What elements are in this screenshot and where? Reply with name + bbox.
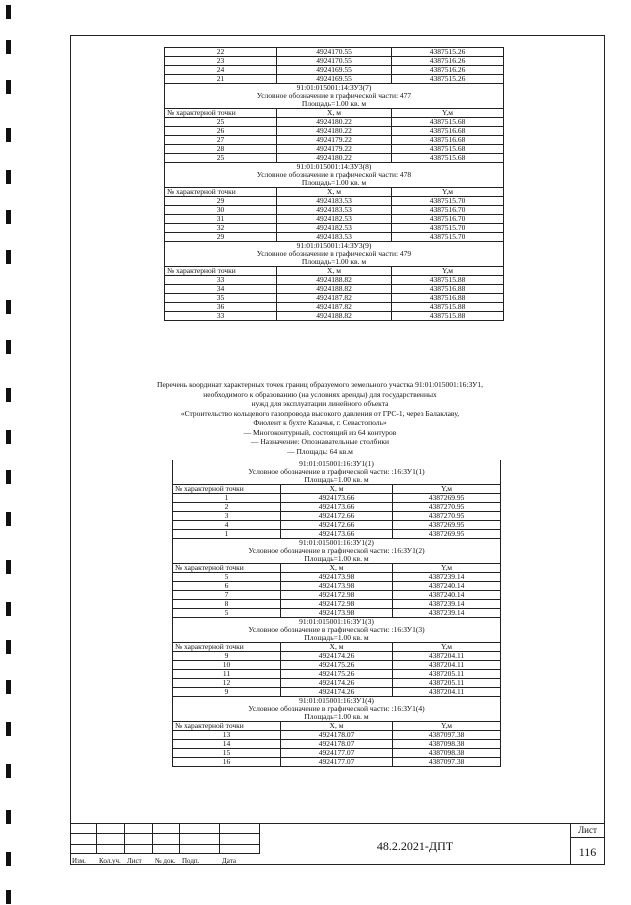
binding-mark bbox=[6, 640, 11, 654]
title-block bbox=[70, 823, 605, 865]
binding-mark bbox=[6, 250, 11, 264]
y-coordinate-cell: 4387269.95 bbox=[393, 530, 501, 539]
point-number-cell: 16 bbox=[173, 758, 281, 767]
stamp-cell bbox=[125, 823, 153, 834]
column-header-y: Y,м bbox=[392, 267, 504, 276]
point-number-cell: 7 bbox=[173, 591, 281, 600]
point-number-cell: 35 bbox=[165, 294, 277, 303]
x-coordinate-cell: 4924183.53 bbox=[277, 206, 392, 215]
point-number-cell: 14 bbox=[173, 740, 281, 749]
y-coordinate-cell: 4387516.88 bbox=[392, 285, 504, 294]
y-coordinate-cell: 4387516.68 bbox=[392, 127, 504, 136]
y-coordinate-cell: 4387516.70 bbox=[392, 206, 504, 215]
document-code: 48.2.2021-ДПТ bbox=[376, 839, 454, 853]
column-header-y: Y,м bbox=[393, 643, 501, 652]
table-row bbox=[165, 267, 504, 276]
y-coordinate-cell: 4387097.38 bbox=[393, 731, 501, 740]
point-number-cell: 15 bbox=[173, 749, 281, 758]
point-number-cell: 22 bbox=[165, 48, 277, 57]
x-coordinate-cell: 4924179.22 bbox=[277, 145, 392, 154]
y-coordinate-cell: 4387204.11 bbox=[393, 688, 501, 697]
table-row bbox=[165, 136, 504, 145]
point-number-cell: 5 bbox=[173, 573, 281, 582]
point-number-cell: 33 bbox=[165, 276, 277, 285]
table-row bbox=[165, 188, 504, 197]
intro-line: нужд для эксплуатации линейного объекта bbox=[251, 399, 389, 408]
table-row bbox=[165, 250, 504, 258]
section-symbol: Условное обозначение в графической части: :16:ЗУ1(4) bbox=[173, 705, 501, 713]
point-number-cell: 29 bbox=[165, 197, 277, 206]
point-number-cell: 1 bbox=[173, 530, 281, 539]
point-number-cell: 26 bbox=[165, 127, 277, 136]
table-row bbox=[165, 303, 504, 312]
column-header-x: X, м bbox=[277, 188, 392, 197]
table-row bbox=[173, 582, 501, 591]
section-area: Площадь=1.00 кв. м bbox=[165, 258, 504, 267]
table-row bbox=[173, 688, 501, 697]
stamp-cell bbox=[220, 823, 260, 834]
table-row bbox=[165, 48, 504, 57]
y-coordinate-cell: 4387270.95 bbox=[393, 503, 501, 512]
x-coordinate-cell: 4924175.26 bbox=[281, 670, 393, 679]
y-coordinate-cell: 4387515.68 bbox=[392, 118, 504, 127]
table-row bbox=[165, 57, 504, 66]
table-row bbox=[165, 197, 504, 206]
point-number-cell: 27 bbox=[165, 136, 277, 145]
section-id: 91:01:015001:16:ЗУ1(1) bbox=[173, 460, 501, 468]
y-coordinate-cell: 4387516.68 bbox=[392, 136, 504, 145]
section-area: Площадь=1.00 кв. м bbox=[165, 179, 504, 188]
y-coordinate-cell: 4387098.38 bbox=[393, 749, 501, 758]
section-area: Площадь=1.00 кв. м bbox=[165, 100, 504, 109]
binding-mark bbox=[6, 170, 11, 184]
y-coordinate-cell: 4387515.68 bbox=[392, 154, 504, 163]
x-coordinate-cell: 4924188.82 bbox=[277, 285, 392, 294]
binding-mark bbox=[6, 890, 11, 904]
x-coordinate-cell: 4924177.07 bbox=[281, 749, 393, 758]
x-coordinate-cell: 4924177.07 bbox=[281, 758, 393, 767]
y-coordinate-cell: 4387269.95 bbox=[393, 521, 501, 530]
table-row bbox=[165, 127, 504, 136]
column-header-x: X, м bbox=[281, 564, 393, 573]
y-coordinate-cell: 4387204.11 bbox=[393, 661, 501, 670]
column-header-y: Y,м bbox=[392, 188, 504, 197]
table-row bbox=[165, 171, 504, 179]
table-row bbox=[173, 705, 501, 713]
x-coordinate-cell: 4924188.82 bbox=[277, 312, 392, 321]
y-coordinate-cell: 4387516.26 bbox=[392, 66, 504, 75]
x-coordinate-cell: 4924187.82 bbox=[277, 294, 392, 303]
point-number-cell: 25 bbox=[165, 154, 277, 163]
table-row bbox=[165, 224, 504, 233]
x-coordinate-cell: 4924182.53 bbox=[277, 215, 392, 224]
table-row bbox=[165, 312, 504, 321]
stamp-cell bbox=[180, 823, 220, 834]
table-row bbox=[173, 670, 501, 679]
table-row bbox=[173, 503, 501, 512]
stamp-cell bbox=[153, 834, 180, 845]
parcel-intro bbox=[130, 380, 510, 456]
table-row bbox=[165, 258, 504, 267]
intro-line: необходимого к образованию (на условиях аренды) для государственных bbox=[203, 389, 437, 399]
point-number-cell: 3 bbox=[173, 512, 281, 521]
stamp-cell bbox=[97, 823, 125, 834]
section-symbol: Условное обозначение в графической части: 477 bbox=[165, 92, 504, 100]
stamp-cell bbox=[220, 845, 260, 854]
table-row bbox=[165, 206, 504, 215]
table-row bbox=[173, 643, 501, 652]
stamp-label: Подп. bbox=[182, 857, 200, 865]
binding-mark bbox=[6, 80, 11, 94]
point-number-cell: 31 bbox=[165, 215, 277, 224]
table-row bbox=[173, 547, 501, 555]
binding-mark bbox=[6, 560, 11, 574]
x-coordinate-cell: 4924174.26 bbox=[281, 652, 393, 661]
binding-mark bbox=[6, 852, 11, 866]
table-row bbox=[173, 573, 501, 582]
section-id: 91:01:015001:14:ЗУ3(8) bbox=[165, 163, 504, 172]
y-coordinate-cell: 4387515.88 bbox=[392, 276, 504, 285]
table-row bbox=[173, 626, 501, 634]
binding-mark bbox=[6, 430, 11, 444]
point-number-cell: 23 bbox=[165, 57, 277, 66]
point-number-cell: 6 bbox=[173, 582, 281, 591]
y-coordinate-cell: 4387515.88 bbox=[392, 312, 504, 321]
table-row bbox=[165, 242, 504, 251]
coordinates-table-upper bbox=[164, 47, 504, 321]
point-number-cell: 34 bbox=[165, 285, 277, 294]
stamp-cell bbox=[180, 834, 220, 845]
sheet-number: 116 bbox=[578, 845, 597, 859]
stamp-cell bbox=[220, 834, 260, 845]
table-row bbox=[173, 713, 501, 722]
section-area: Площадь=1.00 кв. м bbox=[173, 634, 501, 643]
intro-line: Фиолент к бухте Казачья, г. Севастополь» bbox=[253, 418, 387, 427]
section-id: 91:01:015001:16:ЗУ1(2) bbox=[173, 539, 501, 548]
x-coordinate-cell: 4924182.53 bbox=[277, 224, 392, 233]
x-coordinate-cell: 4924172.66 bbox=[281, 512, 393, 521]
x-coordinate-cell: 4924173.66 bbox=[281, 530, 393, 539]
column-header-x: X, м bbox=[277, 109, 392, 118]
section-id: 91:01:015001:16:ЗУ1(4) bbox=[173, 697, 501, 706]
point-number-cell: 9 bbox=[173, 688, 281, 697]
table-row bbox=[165, 285, 504, 294]
section-symbol: Условное обозначение в графической части: :16:ЗУ1(3) bbox=[173, 626, 501, 634]
y-coordinate-cell: 4387516.70 bbox=[392, 215, 504, 224]
table-row bbox=[165, 154, 504, 163]
table-row bbox=[173, 661, 501, 670]
y-coordinate-cell: 4387515.68 bbox=[392, 145, 504, 154]
column-header-point: № характерной точки bbox=[165, 109, 277, 118]
binding-mark bbox=[6, 388, 11, 402]
y-coordinate-cell: 4387240.14 bbox=[393, 582, 501, 591]
table-row bbox=[165, 92, 504, 100]
binding-mark bbox=[6, 340, 11, 354]
binding-mark bbox=[6, 512, 11, 526]
y-coordinate-cell: 4387516.26 bbox=[392, 57, 504, 66]
point-number-cell: 4 bbox=[173, 521, 281, 530]
column-header-y: Y,м bbox=[393, 485, 501, 494]
column-header-point: № характерной точки bbox=[165, 188, 277, 197]
table-row bbox=[173, 591, 501, 600]
section-symbol: Условное обозначение в графической части: 478 bbox=[165, 171, 504, 179]
stamp-label: Дата bbox=[222, 857, 236, 865]
column-header-y: Y,м bbox=[393, 722, 501, 731]
x-coordinate-cell: 4924179.22 bbox=[277, 136, 392, 145]
column-header-point: № характерной точки bbox=[165, 267, 277, 276]
table-row bbox=[165, 75, 504, 84]
table-row bbox=[165, 118, 504, 127]
section-symbol: Условное обозначение в графической части: :16:ЗУ1(1) bbox=[173, 468, 501, 476]
binding-mark bbox=[6, 764, 11, 778]
stamp-cell bbox=[70, 823, 97, 834]
stamp-cell bbox=[125, 834, 153, 845]
stamp-label: Изм. bbox=[72, 857, 86, 865]
section-id: 91:01:015001:14:ЗУ3(7) bbox=[165, 84, 504, 93]
x-coordinate-cell: 4924180.22 bbox=[277, 127, 392, 136]
x-coordinate-cell: 4924178.07 bbox=[281, 740, 393, 749]
stamp-cell bbox=[180, 845, 220, 854]
binding-mark bbox=[6, 810, 11, 824]
section-area: Площадь=1.00 кв. м bbox=[173, 555, 501, 564]
stamp-cell bbox=[97, 845, 125, 854]
stamp-label: № док. bbox=[155, 857, 176, 865]
intro-line: «Строительство кольцевого газопровода высокого давления от ГРС-1, через Балаклаву, bbox=[180, 408, 460, 418]
table-row bbox=[173, 564, 501, 573]
x-coordinate-cell: 4924187.82 bbox=[277, 303, 392, 312]
table-row bbox=[173, 512, 501, 521]
point-number-cell: 24 bbox=[165, 66, 277, 75]
table-row bbox=[173, 618, 501, 627]
stamp-cell bbox=[153, 845, 180, 854]
section-symbol: Условное обозначение в графической части: :16:ЗУ1(2) bbox=[173, 547, 501, 555]
table-row bbox=[173, 652, 501, 661]
point-number-cell: 32 bbox=[165, 224, 277, 233]
y-coordinate-cell: 4387515.70 bbox=[392, 233, 504, 242]
point-number-cell: 25 bbox=[165, 118, 277, 127]
point-number-cell: 11 bbox=[173, 670, 281, 679]
point-number-cell: 1 bbox=[173, 494, 281, 503]
stamp-label: Кол.уч. bbox=[99, 857, 121, 865]
table-row bbox=[165, 66, 504, 75]
table-row bbox=[173, 634, 501, 643]
x-coordinate-cell: 4924180.22 bbox=[277, 118, 392, 127]
binding-mark bbox=[6, 210, 11, 224]
table-row bbox=[173, 485, 501, 494]
x-coordinate-cell: 4924183.53 bbox=[277, 197, 392, 206]
point-number-cell: 8 bbox=[173, 600, 281, 609]
intro-line: — Назначение: Опознавательные столбики bbox=[250, 437, 390, 446]
column-header-x: X, м bbox=[281, 643, 393, 652]
x-coordinate-cell: 4924170.55 bbox=[277, 57, 392, 66]
table-row bbox=[173, 609, 501, 618]
binding-mark bbox=[6, 602, 11, 616]
point-number-cell: 30 bbox=[165, 206, 277, 215]
stamp-cell bbox=[153, 823, 180, 834]
x-coordinate-cell: 4924169.55 bbox=[277, 75, 392, 84]
y-coordinate-cell: 4387204.11 bbox=[393, 652, 501, 661]
table-row bbox=[165, 109, 504, 118]
point-number-cell: 5 bbox=[173, 609, 281, 618]
table-row bbox=[173, 494, 501, 503]
stamp-cell bbox=[70, 845, 97, 854]
stamp-label: Лист bbox=[127, 857, 142, 865]
coordinates-table-lower bbox=[172, 460, 501, 767]
column-header-y: Y,м bbox=[393, 564, 501, 573]
point-number-cell: 21 bbox=[165, 75, 277, 84]
table-row bbox=[173, 679, 501, 688]
table-row bbox=[173, 731, 501, 740]
table-row bbox=[165, 276, 504, 285]
y-coordinate-cell: 4387239.14 bbox=[393, 573, 501, 582]
point-number-cell: 36 bbox=[165, 303, 277, 312]
table-row bbox=[173, 468, 501, 476]
x-coordinate-cell: 4924170.55 bbox=[277, 48, 392, 57]
y-coordinate-cell: 4387515.26 bbox=[392, 48, 504, 57]
y-coordinate-cell: 4387239.14 bbox=[393, 609, 501, 618]
table-row bbox=[165, 215, 504, 224]
x-coordinate-cell: 4924173.98 bbox=[281, 609, 393, 618]
y-coordinate-cell: 4387516.88 bbox=[392, 294, 504, 303]
point-number-cell: 13 bbox=[173, 731, 281, 740]
x-coordinate-cell: 4924173.66 bbox=[281, 503, 393, 512]
y-coordinate-cell: 4387269.95 bbox=[393, 494, 501, 503]
table-row bbox=[165, 100, 504, 109]
y-coordinate-cell: 4387205.11 bbox=[393, 670, 501, 679]
table-row bbox=[173, 697, 501, 706]
table-row bbox=[165, 233, 504, 242]
x-coordinate-cell: 4924175.26 bbox=[281, 661, 393, 670]
point-number-cell: 28 bbox=[165, 145, 277, 154]
section-symbol: Условное обозначение в графической части: 479 bbox=[165, 250, 504, 258]
column-header-point: № характерной точки bbox=[173, 485, 281, 494]
table-row bbox=[165, 84, 504, 93]
y-coordinate-cell: 4387515.26 bbox=[392, 75, 504, 84]
table-row bbox=[173, 600, 501, 609]
y-coordinate-cell: 4387515.70 bbox=[392, 197, 504, 206]
column-header-point: № характерной точки bbox=[173, 564, 281, 573]
column-header-x: X, м bbox=[281, 722, 393, 731]
point-number-cell: 12 bbox=[173, 679, 281, 688]
x-coordinate-cell: 4924169.55 bbox=[277, 66, 392, 75]
section-area: Площадь=1.00 кв. м bbox=[173, 476, 501, 485]
point-number-cell: 33 bbox=[165, 312, 277, 321]
table-row bbox=[173, 476, 501, 485]
y-coordinate-cell: 4387240.14 bbox=[393, 591, 501, 600]
y-coordinate-cell: 4387515.88 bbox=[392, 303, 504, 312]
table-row bbox=[173, 521, 501, 530]
intro-line: — Площадь: 64 кв.м bbox=[287, 446, 353, 456]
sheet-label: Лист bbox=[578, 825, 597, 835]
table-row bbox=[173, 555, 501, 564]
x-coordinate-cell: 4924174.26 bbox=[281, 679, 393, 688]
y-coordinate-cell: 4387515.70 bbox=[392, 224, 504, 233]
table-row bbox=[173, 740, 501, 749]
x-coordinate-cell: 4924188.82 bbox=[277, 276, 392, 285]
point-number-cell: 29 bbox=[165, 233, 277, 242]
stamp-cell bbox=[125, 845, 153, 854]
table-row bbox=[165, 294, 504, 303]
x-coordinate-cell: 4924173.98 bbox=[281, 582, 393, 591]
binding-mark bbox=[6, 128, 11, 142]
y-coordinate-cell: 4387239.14 bbox=[393, 600, 501, 609]
x-coordinate-cell: 4924183.53 bbox=[277, 233, 392, 242]
point-number-cell: 2 bbox=[173, 503, 281, 512]
column-header-x: X, м bbox=[281, 485, 393, 494]
table-row bbox=[173, 539, 501, 548]
x-coordinate-cell: 4924178.07 bbox=[281, 731, 393, 740]
x-coordinate-cell: 4924180.22 bbox=[277, 154, 392, 163]
intro-line: — Многоконтурный, состоящий из 64 контуров bbox=[243, 427, 397, 437]
table-row bbox=[173, 722, 501, 731]
intro-line: Перечень координат характерных точек границ образуемого земельного участка 91:01:015001:16:ЗУ1, bbox=[157, 380, 483, 389]
x-coordinate-cell: 4924172.66 bbox=[281, 521, 393, 530]
section-id: 91:01:015001:14:ЗУ3(9) bbox=[165, 242, 504, 251]
column-header-y: Y,м bbox=[392, 109, 504, 118]
x-coordinate-cell: 4924174.26 bbox=[281, 688, 393, 697]
binding-mark bbox=[6, 722, 11, 736]
section-area: Площадь=1.00 кв. м bbox=[173, 713, 501, 722]
point-number-cell: 10 bbox=[173, 661, 281, 670]
y-coordinate-cell: 4387205.11 bbox=[393, 679, 501, 688]
column-header-x: X, м bbox=[277, 267, 392, 276]
table-row bbox=[165, 179, 504, 188]
table-row bbox=[173, 749, 501, 758]
x-coordinate-cell: 4924172.98 bbox=[281, 600, 393, 609]
y-coordinate-cell: 4387098.38 bbox=[393, 740, 501, 749]
section-id: 91:01:015001:16:ЗУ1(3) bbox=[173, 618, 501, 627]
y-coordinate-cell: 4387097.38 bbox=[393, 758, 501, 767]
binding-mark bbox=[6, 680, 11, 694]
table-row bbox=[173, 460, 501, 468]
binding-mark bbox=[6, 470, 11, 484]
point-number-cell: 9 bbox=[173, 652, 281, 661]
x-coordinate-cell: 4924173.66 bbox=[281, 494, 393, 503]
stamp-cell bbox=[70, 834, 97, 845]
column-header-point: № характерной точки bbox=[173, 643, 281, 652]
table-row bbox=[173, 530, 501, 539]
table-row bbox=[165, 163, 504, 172]
binding-mark bbox=[6, 300, 11, 314]
table-row bbox=[173, 758, 501, 767]
binding-mark bbox=[6, 5, 11, 19]
y-coordinate-cell: 4387270.95 bbox=[393, 512, 501, 521]
x-coordinate-cell: 4924173.98 bbox=[281, 573, 393, 582]
column-header-point: № характерной точки bbox=[173, 722, 281, 731]
table-row bbox=[165, 145, 504, 154]
x-coordinate-cell: 4924172.98 bbox=[281, 591, 393, 600]
stamp-cell bbox=[97, 834, 125, 845]
binding-mark bbox=[6, 40, 11, 54]
